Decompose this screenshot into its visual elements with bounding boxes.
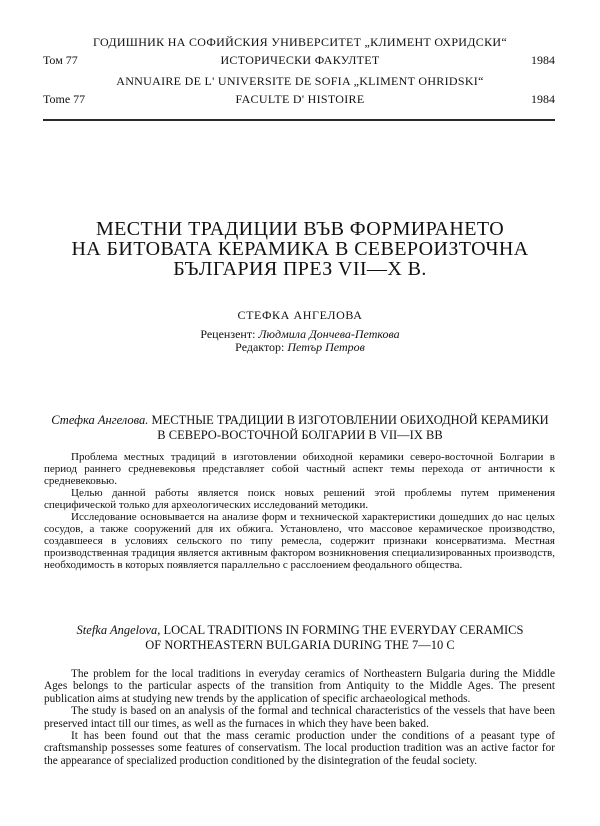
russian-summary-title-line-1	[40, 413, 560, 428]
faculty-fr: FACULTE D' HISTOIRE	[235, 92, 365, 106]
year-bg: 1984	[531, 53, 555, 67]
reviewer-credit	[0, 328, 600, 340]
english-summary-author: Stefka Angelova,	[76, 623, 161, 637]
russian-summary-author: Стефка Ангелова.	[51, 413, 149, 427]
article-author: СТЕФКА АНГЕЛОВА	[237, 308, 363, 322]
article-title-line-3: БЪЛГАРИЯ ПРЕЗ VII—X В.	[173, 258, 427, 280]
english-summary-title-line-2: OF NORTHEASTERN BULGARIA DURING THE 7—10 C	[145, 638, 455, 652]
english-paragraph-3: It has been found out that the mass ceramic production under the conditions of a peasant type of craftsmanship possesses some features of conservatism. The local production tradition was an active factor for the appearance of specialized production conditioned by the disintegration of the feudal society.	[44, 730, 555, 767]
english-summary-title-text: LOCAL TRADITIONS IN FORMING THE EVERYDAY CERAMICS	[163, 623, 524, 637]
russian-summary-title	[40, 413, 560, 443]
russian-paragraph-1: Проблема местных традиций в изготовлении обиходной керамики северо-восточной Болгарии в период раннего средневековья представляет собой частный аспект темы перехода от античности к средневековью.	[44, 451, 555, 487]
russian-summary-body	[44, 451, 555, 571]
article-title-line-1: МЕСТНИ ТРАДИЦИИ ВЪВ ФОРМИРАНЕТО	[95, 218, 505, 240]
reviewer-label: Рецензент:	[200, 327, 256, 341]
russian-summary-title-line-2: В СЕВЕРО-ВОСТОЧНОЙ БОЛГАРИИ В VII—IX ВВ	[157, 428, 443, 442]
english-paragraph-2: The study is based on an analysis of the formal and technical characteristics of the vessels that have been preserved intact till our times, as well as the furnaces in which they have been baked.	[44, 705, 555, 730]
journal-title-fr: ANNUAIRE DE L' UNIVERSITE DE SOFIA „KLIMENT OHRIDSKI“	[116, 74, 484, 88]
russian-paragraph-2: Целью данной работы является поиск новых решений этой проблемы путем применения специфической только для археологических исследований методики.	[44, 487, 555, 511]
russian-paragraph-3: Исследование основывается на анализе форм и технической характеристики дошедших до нас целых сосудов, а также сооружений для их обжига. Установлено, что массовое керамическое производство, создавшееся в условиях сельского по типу ремесла, содержит признаки консерватизма. Местная производственная традиция является активным фактором возникновения специализированных производств, необходимость в которых появляется параллельно с расслоением феодального общества.	[44, 511, 555, 571]
english-summary-title-line-1	[40, 623, 560, 638]
journal-title-bg: ГОДИШНИК НА СОФИЙСКИЯ УНИВЕРСИТЕТ „КЛИМЕНТ ОХРИДСКИ“	[93, 35, 507, 49]
year-fr: 1984	[531, 92, 555, 106]
english-summary-title	[40, 623, 560, 653]
editor-credit	[0, 341, 600, 353]
faculty-bg: ИСТОРИЧЕСКИ ФАКУЛТЕТ	[220, 53, 380, 67]
editor-label: Редактор:	[235, 340, 285, 354]
header-divider	[43, 119, 555, 121]
volume-bg: Том 77	[43, 53, 78, 67]
editor-name: Петър Петров	[287, 340, 365, 354]
english-summary-body	[44, 668, 555, 767]
article-title-line-2: НА БИТОВАТА КЕРАМИКА В СЕВЕРОИЗТОЧНА	[71, 238, 529, 260]
russian-summary-title-text: МЕСТНЫЕ ТРАДИЦИИ В ИЗГОТОВЛЕНИИ ОБИХОДНОЙ КЕРАМИКИ	[151, 413, 549, 427]
reviewer-name: Людмила Дончева-Петкова	[258, 327, 400, 341]
volume-fr: Tome 77	[43, 92, 86, 106]
english-paragraph-1: The problem for the local traditions in everyday ceramics of Northeastern Bulgaria during the Middle Ages belongs to the particular aspects of the transition from Antiquity to the Middle Ages. The present publication aims at studying new trends by the application of specific archaeological methods.	[44, 668, 555, 705]
